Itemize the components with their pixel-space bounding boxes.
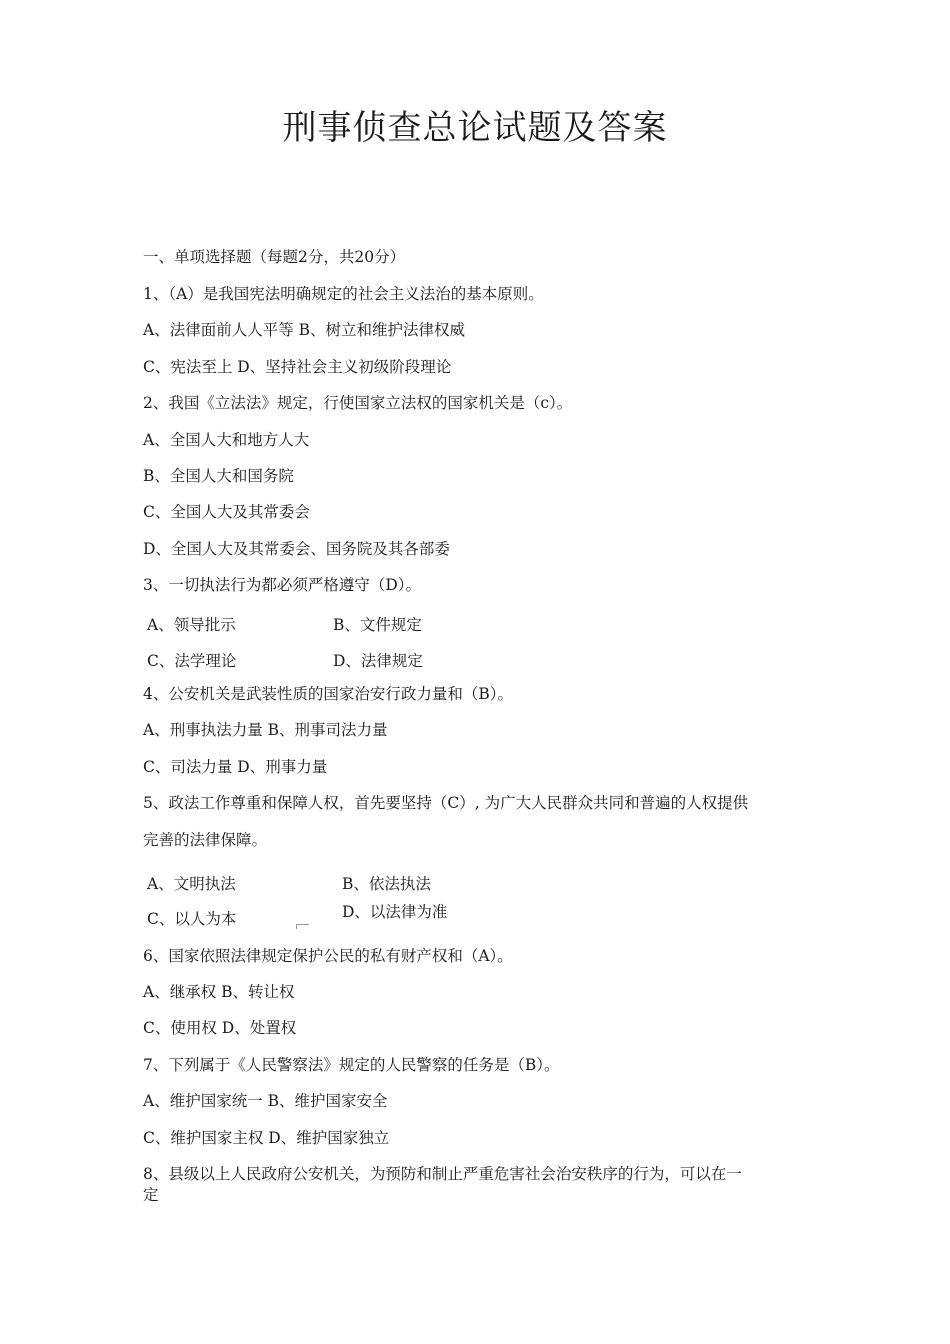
question-8-stem-line1: 8、县级以上人民政府公安机关，为预防和制止严重危害社会治安秩序的行为，可以在一 (143, 1165, 742, 1183)
question-1-options-ab: A、法律面前人人平等 B、树立和维护法律权威 (143, 321, 466, 339)
question-6-stem: 6、国家依照法律规定保护公民的私有财产权和（A）。 (143, 947, 513, 965)
question-7-stem: 7、下列属于《人民警察法》规定的人民警察的任务是（B）。 (143, 1056, 560, 1074)
question-6-options-cd: C、使用权 D、处置权 (143, 1019, 297, 1037)
question-2-option-c: C、全国人大及其常委会 (143, 503, 310, 521)
question-3-stem: 3、一切执法行为都必须严格遵守（D）。 (143, 576, 422, 594)
question-5-option-b: B、依法执法 (342, 875, 431, 893)
question-5-stem-line2: 完善的法律保障。 (143, 831, 268, 849)
question-2-stem: 2、我国《立法法》规定，行使国家立法权的国家机关是（c）。 (143, 394, 573, 412)
question-3-option-b: B、文件规定 (333, 616, 422, 634)
question-1-options-cd: C、宪法至上 D、坚持社会主义初级阶段理论 (143, 358, 452, 376)
page-title: 刑事侦查总论试题及答案 (282, 108, 668, 148)
question-2-option-b: B、全国人大和国务院 (143, 467, 294, 485)
question-5-stem-line1: 5、政法工作尊重和保障人权，首先要坚持（C）, 为广大人民群众共同和普遍的人权提供 (143, 794, 749, 812)
question-8-stem-line2: 定 (143, 1186, 159, 1204)
question-4-stem: 4、公安机关是武装性质的国家治安行政力量和（B）。 (143, 685, 514, 703)
question-3-option-d: D、法律规定 (333, 652, 423, 670)
question-5-option-a: A、文明执法 (147, 875, 236, 893)
question-7-options-cd: C、维护国家主权 D、维护国家独立 (143, 1129, 390, 1147)
question-7-options-ab: A、维护国家统一 B、维护国家安全 (143, 1092, 388, 1110)
question-2-option-a: A、全国人大和地方人大 (143, 431, 310, 449)
question-5-option-c: C、以人为本 (147, 910, 237, 928)
question-3-option-c: C、法学理论 (147, 652, 237, 670)
question-4-options-cd: C、司法力量 D、刑事力量 (143, 758, 328, 776)
section-heading: 一、单项选择题（每题2分，共20分） (143, 248, 406, 266)
question-3-option-a: A、领导批示 (147, 616, 236, 634)
question-2-option-d: D、全国人大及其常委会、国务院及其各部委 (143, 540, 450, 558)
stray-mark (296, 924, 309, 929)
question-1-stem: 1、（A）是我国宪法明确规定的社会主义法治的基本原则。 (143, 285, 544, 303)
question-5-option-d: D、以法律为准 (342, 903, 448, 921)
question-6-options-ab: A、继承权 B、转让权 (143, 983, 295, 1001)
question-4-options-ab: A、刑事执法力量 B、刑事司法力量 (143, 721, 388, 739)
